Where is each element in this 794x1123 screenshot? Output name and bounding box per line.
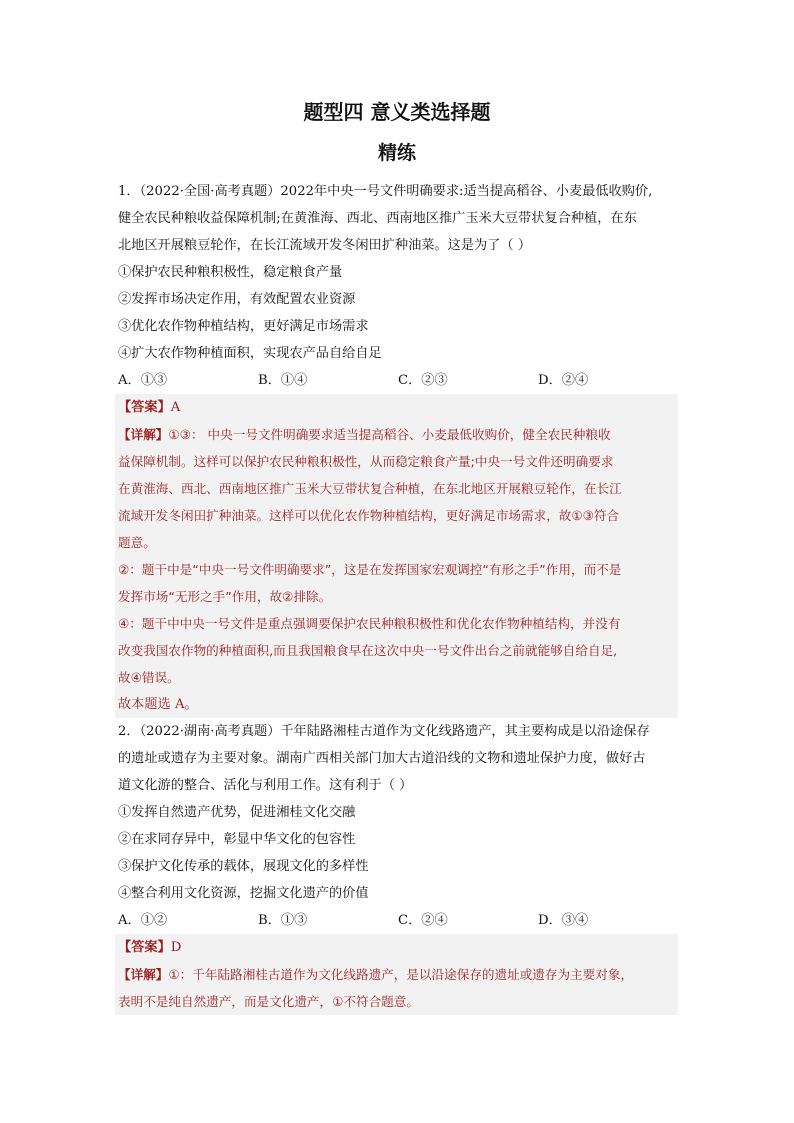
- answer-value: D: [170, 940, 182, 955]
- option-b: B．①④: [258, 373, 308, 388]
- question-stem-line: 的遗址或遗存为主要对象。湖南广西相关部门加大古道沿线的文物和遗址保护力度，做好古: [118, 751, 646, 766]
- statement-item: ④整合利用文化资源，挖掘文化遗产的价值: [118, 886, 369, 901]
- question-list: [118, 178, 678, 1015]
- detail-line: 改变我国农作物的种植面积,而且我国粮食早在这次中央一号文件出台之前就能够自给自足,: [118, 643, 618, 658]
- option-c: C．②④: [398, 913, 448, 928]
- option-a: A．①③: [118, 373, 168, 388]
- page-subtitle: 精练: [377, 142, 416, 164]
- question-stem-line: 北地区开展粮豆轮作，在长江流域开发冬闲田扩种油菜。这是为了（ ）: [118, 238, 532, 253]
- answer-tag: 【答案】: [118, 940, 171, 955]
- conclusion-line: 故本题选 A。: [118, 697, 198, 712]
- question-1: [118, 178, 678, 718]
- statement-item: ②发挥市场决定作用，有效配置农业资源: [118, 292, 356, 307]
- question-stem-line: 2．（2022·湖南·高考真题）千年陆路湘桂古道作为文化线路遗产，其主要构成是以沿途保存: [118, 724, 650, 739]
- detail-line: 在黄淮海、西北、西南地区推广玉米大豆带状复合种植，在东北地区开展粮豆轮作，在长江: [118, 481, 622, 496]
- detail-line: 益保障机制。这样可以保护农民种粮积极性，从而稳定粮食产量;中央一号文件还明确要求: [118, 454, 614, 469]
- detail-line: 表明不是纯自然遗产，而是文化遗产，①不符合题意。: [118, 994, 419, 1009]
- statement-item: ①保护农民种粮积极性，稳定粮食产量: [118, 265, 343, 280]
- question-stem-line: 1．（2022·全国·高考真题）2022年中央一号文件明确要求:适当提高稻谷、小麦最低收购价,: [118, 184, 653, 199]
- option-b: B．①③: [258, 913, 308, 928]
- answer-tag: 【答案】: [118, 400, 171, 415]
- detail-line: 题意。: [118, 535, 156, 550]
- statement-item: ④扩大农作物种植面积，实现农产品自给自足: [118, 346, 382, 361]
- answer-block: [115, 934, 678, 1015]
- page-title: 题型四 意义类选择题: [303, 100, 491, 124]
- detail-line: 流域开发冬闲田扩种油菜。这样可以优化农作物种植结构，更好满足市场需求，故①③符合: [118, 508, 620, 523]
- option-a: A．①②: [118, 913, 168, 928]
- detail-line: ①③： 中央一号文件明确要求适当提高稻谷、小麦最低收购价，健全农民种粮收: [168, 427, 611, 442]
- question-stem-line: 道文化游的整合、活化与利用工作。这有利于（ ）: [118, 778, 413, 793]
- detail-line: ④：题干中中央一号文件是重点强调要保护农民种粮积极性和优化农作物种植结构，并没有: [118, 616, 621, 631]
- answer-options: [118, 907, 678, 934]
- option-d: D．③④: [538, 913, 589, 928]
- option-d: D．②④: [538, 373, 589, 388]
- statement-item: ②在求同存异中，彰显中华文化的包容性: [118, 832, 356, 847]
- question-stem-line: 健全农民种粮收益保障机制;在黄淮海、西北、西南地区推广玉米大豆带状复合种植，在东: [118, 211, 637, 226]
- statement-item: ③优化农作物种植结构，更好满足市场需求: [118, 319, 369, 334]
- answer-options: [118, 367, 678, 394]
- option-c: C．②③: [398, 373, 448, 388]
- statement-item: ①发挥自然遗产优势，促进湘桂文化交融: [118, 805, 356, 820]
- detail-tag: 【详解】: [118, 427, 169, 442]
- detail-line: ①：千年陆路湘桂古道作为文化线路遗产，是以沿途保存的遗址或遗存为主要对象，: [168, 967, 634, 982]
- detail-line: 发挥市场“无形之手”作用，故②排除。: [118, 589, 332, 604]
- answer-value: A: [170, 400, 181, 415]
- statement-item: ③保护文化传承的载体，展现文化的多样性: [118, 859, 369, 874]
- detail-tag: 【详解】: [118, 967, 169, 982]
- detail-line: 故④错误。: [118, 670, 180, 685]
- answer-block: [115, 394, 678, 718]
- detail-line: ②：题干中是“中央一号文件明确要求”，这是在发挥国家宏观调控“有形之手”作用，而不是: [118, 562, 622, 577]
- question-2: [118, 718, 678, 1015]
